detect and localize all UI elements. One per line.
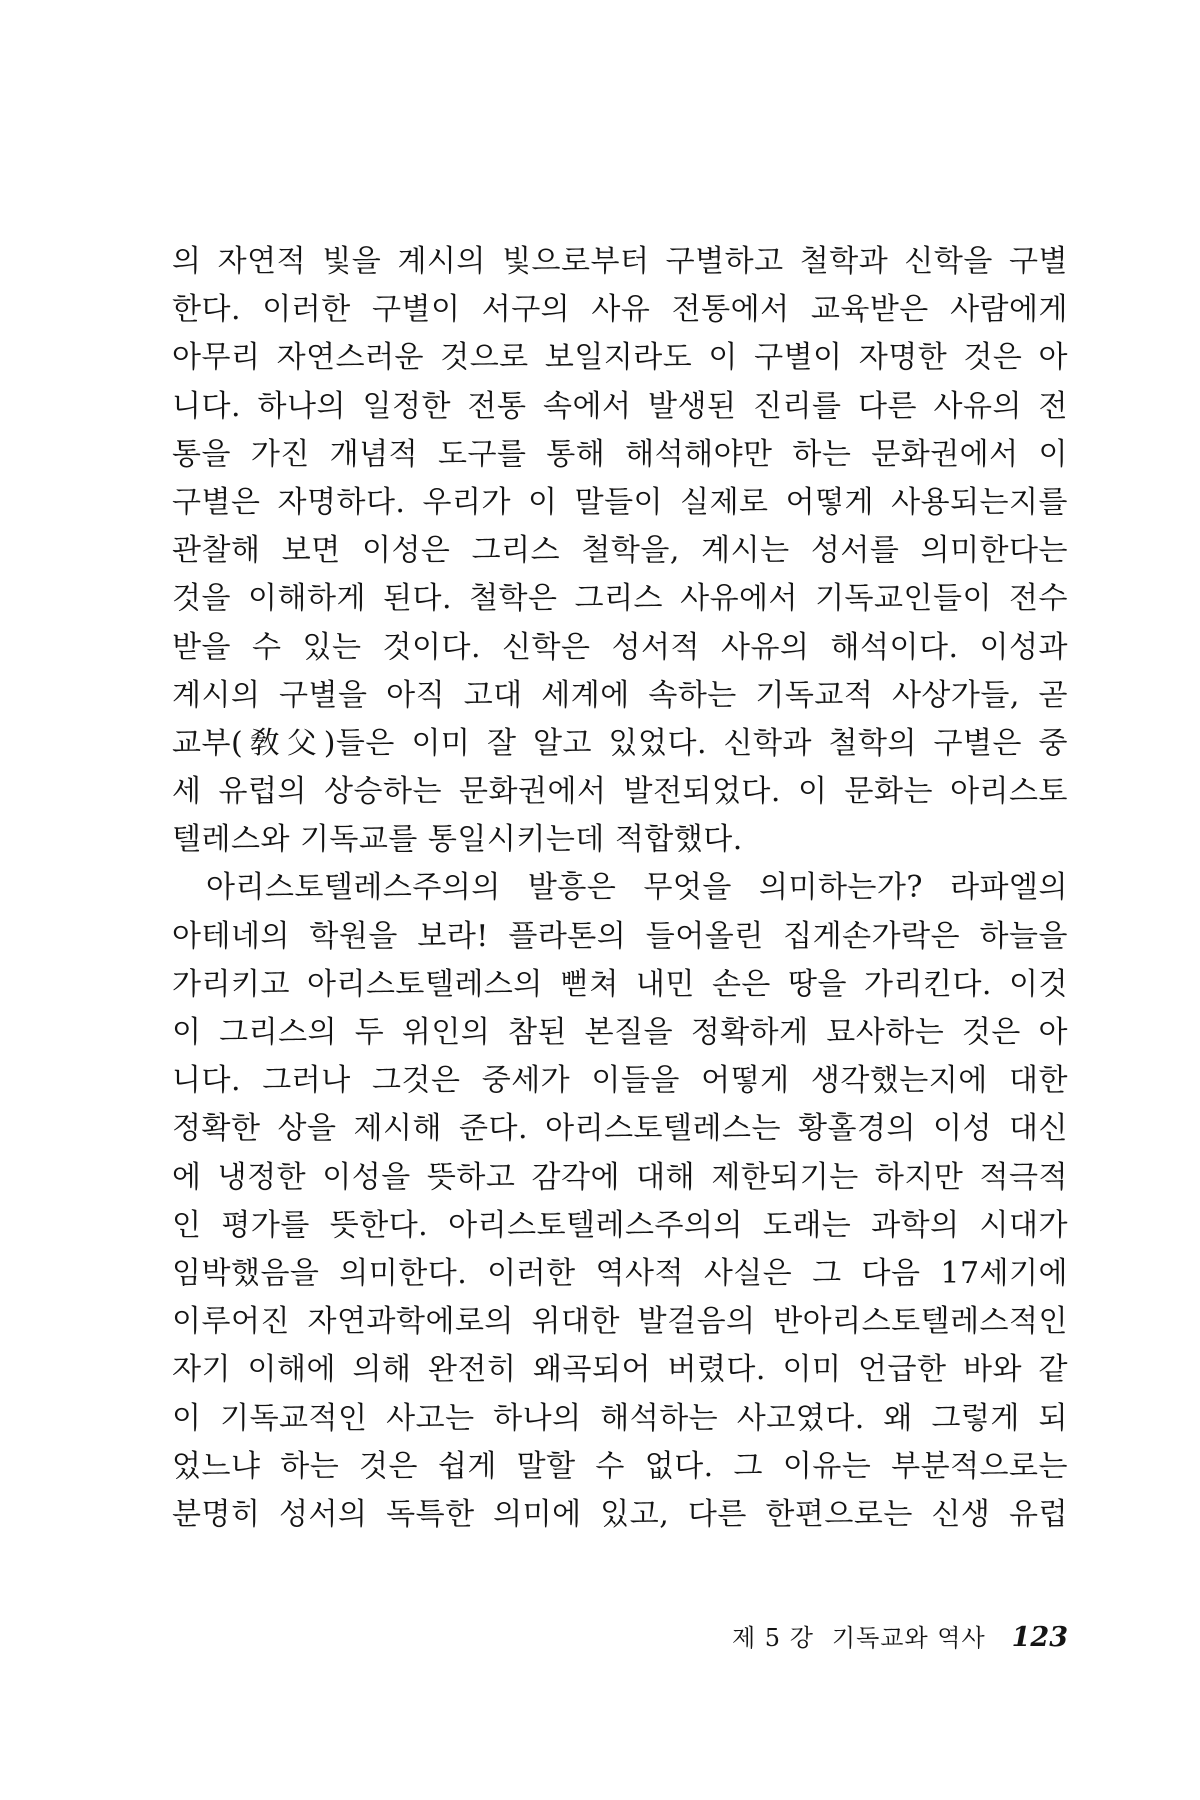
paragraph-end-line: 텔레스와 기독교를 통일시키는데 적합했다. [172,822,743,858]
text-line: 었느냐 하는 것은 쉽게 말할 수 없다. 그 이유는 부분적으로는 [172,1448,1068,1484]
text-line: 계시의 구별을 아직 고대 세계에 속하는 기독교적 사상가들, 곧 [172,677,1068,713]
text-line: 이 그리스의 두 위인의 참된 본질을 정확하게 묘사하는 것은 아 [172,1015,1068,1050]
text-line: 의 자연적 빛을 계시의 빛으로부터 구별하고 철학과 신학을 구별 [172,244,1068,279]
text-line: 구별은 자명하다. 우리가 이 말들이 실제로 어떻게 사용되는지를 [172,484,1068,520]
chapter-label: 제 5 강 [731,1624,814,1652]
text-line: 이루어진 자연과학에로의 위대한 발걸음의 반아리스토텔레스적인 [172,1304,1068,1340]
text-line: 것을 이해하게 된다. 철학은 그리스 사유에서 기독교인들이 전수 [172,581,1068,617]
text-line: 니다. 하나의 일정한 전통 속에서 발생된 진리를 다른 사유의 전 [172,388,1068,424]
text-line: 자기 이해에 의해 완전히 왜곡되어 버렸다. 이미 언급한 바와 같 [172,1352,1068,1388]
text-line: 분명히 성서의 독특한 의미에 있고, 다른 한편으로는 신생 유럽 [172,1496,1068,1532]
text-line: 니다. 그러나 그것은 중세가 이들을 어떻게 생각했는지에 대한 [172,1063,1068,1099]
text-line: 세 유럽의 상승하는 문화권에서 발전되었다. 이 문화는 아리스토 [172,774,1068,810]
text-line: 가리키고 아리스토텔레스의 뻗쳐 내민 손은 땅을 가리킨다. 이것 [172,966,1068,1002]
text-line: 에 냉정한 이성을 뜻하고 감각에 대해 제한되기는 하지만 적극적 [172,1159,1068,1195]
text-line: 한다. 이러한 구별이 서구의 사유 전통에서 교육받은 사람에게 [172,292,1068,328]
text-line: 받을 수 있는 것이다. 신학은 성서적 사유의 해석이다. 이성과 [172,629,1068,665]
page-footer [700,1618,1068,1658]
text-line: 인 평가를 뜻한다. 아리스토텔레스주의의 도래는 과학의 시대가 [172,1207,1068,1243]
paragraph-start-line: 아리스토텔레스주의의 발흥은 무엇을 의미하는가? 라파엘의 [206,870,1068,906]
text-line: 통을 가진 개념적 도구를 통해 해석해야만 하는 문화권에서 이 [172,436,1068,472]
text-line: 정확한 상을 제시해 준다. 아리스토텔레스는 황홀경의 이성 대신 [172,1111,1068,1147]
chapter-title: 기독교와 역사 [831,1624,986,1652]
text-line: 아무리 자연스러운 것으로 보일지라도 이 구별이 자명한 것은 아 [172,340,1068,376]
text-line: 임박했음을 의미한다. 이러한 역사적 사실은 그 다음 17세기에 [172,1255,1068,1291]
text-line: 이 기독교적인 사고는 하나의 해석하는 사고였다. 왜 그렇게 되 [172,1400,1068,1436]
text-line: 관찰해 보면 이성은 그리스 철학을, 계시는 성서를 의미한다는 [172,533,1068,569]
page-number: 123 [1011,1622,1068,1653]
text-line: 아테네의 학원을 보라! 플라톤의 들어올린 집게손가락은 하늘을 [172,918,1068,954]
body-text [172,238,1068,1539]
text-line: 교부(敎父)들은 이미 잘 알고 있었다. 신학과 철학의 구별은 중 [172,725,1068,761]
